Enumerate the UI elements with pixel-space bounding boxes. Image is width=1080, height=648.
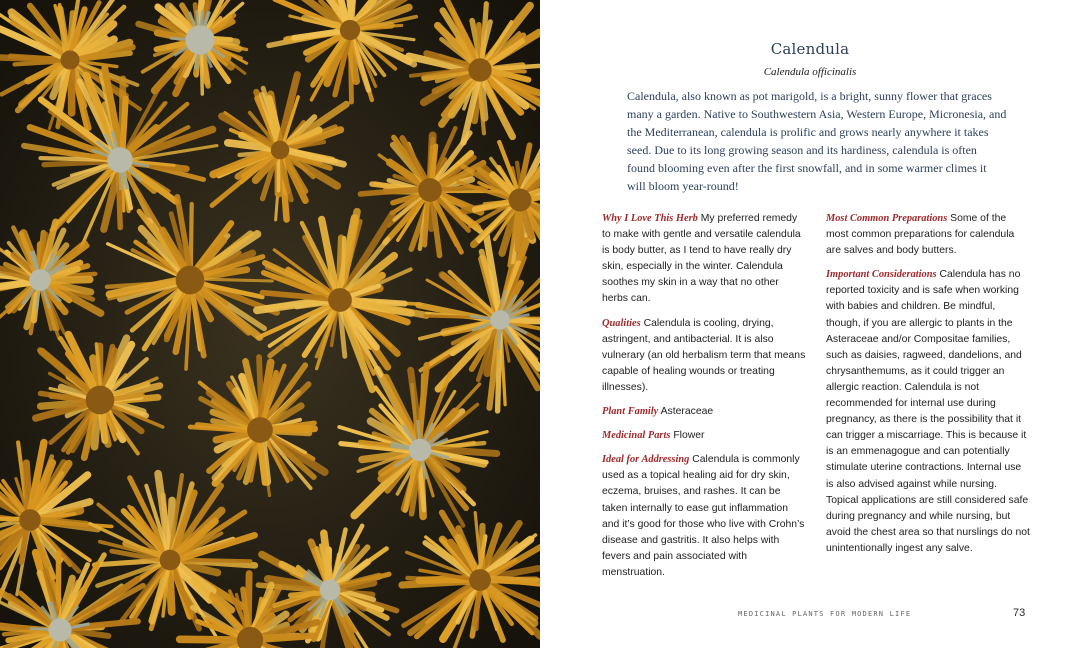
plant-family-section: [602, 404, 807, 420]
flower-center: [86, 386, 115, 415]
page-title: Calendula: [770, 40, 850, 58]
intro-paragraph: Calendula, also known as pot marigold, is a bright, sunny flower that graces many a garden. Native to Southwestern Asia, Western Europe, Micronesia, and the Mediterranean, calendula is prolific and grows nearly anywhere it takes seed. Due to its long growing season and its hardiness, calendula is often found blooming even after the first snowfall, and in some warmer climes it will bloom year-round!: [627, 89, 1007, 193]
flower-center: [185, 25, 214, 54]
petal: [0, 282, 32, 287]
petal: [48, 280, 90, 281]
petal: [476, 588, 478, 629]
section-text: Flower: [673, 430, 705, 442]
flower-head: [212, 75, 346, 220]
flower-center: [340, 20, 360, 40]
petal: [201, 48, 202, 94]
petal: [482, 4, 486, 63]
considerations-section: [826, 267, 1031, 557]
petal: [421, 375, 422, 442]
latin-name: Calendula officinalis: [763, 66, 857, 78]
petal: [95, 560, 162, 565]
flower-center: [247, 417, 273, 443]
petal: [122, 98, 125, 152]
flower-center: [29, 269, 51, 291]
section-heading: Plant Family: [602, 406, 659, 418]
petal: [482, 526, 483, 572]
petal: [169, 568, 171, 612]
petal: [198, 279, 272, 281]
petal: [342, 238, 344, 292]
flower-center: [60, 50, 79, 69]
why-i-love-section: [602, 211, 807, 308]
section-text: Some of the most common preparations for calendula are salves and body butters.: [826, 213, 1015, 257]
section-text: Calendula has no reported toxicity and is safe when working with babies and children. Be mindful, though, if you are allergic to plants in the Asteraceae and/or Compositae families, such as daisies, ragweed, dandelions, and chrysanthemums, as it could trigger an allergic reaction. Calendula is not recommended for internal use during pregnancy, as there is the possibility that it can trigger a miscarriage. This is because it is an emmenagogue and can potentially stimulate uterine contractions. Internal use is also advised against while nursing. Topical applications are still considered safe during pregnancy and while nursing, but avoid the chest area so that nurslings do not unintentionally ingest any salve.: [826, 269, 1030, 554]
flower-center: [468, 58, 491, 81]
petal: [425, 198, 428, 245]
flower-center: [469, 569, 491, 591]
text-page: [540, 0, 1080, 648]
flower-center: [271, 141, 290, 160]
ideal-for-section: [602, 452, 807, 581]
section-heading: Medicinal Parts: [602, 430, 671, 442]
flower-center: [328, 288, 352, 312]
medicinal-parts-section: [602, 428, 807, 444]
flower-head: [409, 0, 540, 142]
flower-center: [19, 509, 41, 531]
flower-head: [402, 513, 540, 648]
flower-center: [107, 147, 132, 172]
preparations-section: [826, 211, 1031, 259]
flower-head: [190, 357, 325, 496]
flower-center: [409, 439, 431, 461]
flower-center: [418, 178, 442, 202]
flower-center: [490, 310, 510, 330]
page-number: 73: [1013, 607, 1026, 619]
flower-head: [339, 365, 497, 526]
section-text: Asteraceae: [660, 406, 714, 418]
running-head: MEDICINAL PLANTS FOR MODERN LIFE: [738, 610, 912, 618]
section-heading: Most Common Preparations: [826, 213, 948, 224]
petal: [0, 57, 62, 59]
flower-head: [139, 0, 247, 94]
petal: [44, 161, 112, 164]
flower-center: [48, 618, 71, 641]
qualities-section: [602, 316, 807, 396]
left-column: [602, 211, 807, 589]
right-column: [826, 211, 1031, 565]
flower-center: [509, 189, 532, 212]
section-heading: Important Considerations: [826, 269, 937, 281]
petal: [178, 560, 250, 562]
petal: [258, 637, 303, 640]
flower-center: [160, 550, 181, 571]
section-text: Calendula is commonly used as a topical healing aid for dry skin, eczema, bruises, and rashes. It can be taken internally to ease gut inflammation and it’s good for those who live with Crohn’s disease and gastritis. It also helps with fevers and pain associated with menstruation.: [602, 454, 805, 578]
section-heading: Ideal for Addressing: [602, 454, 690, 466]
section-text: My preferred remedy to make with gentle and versatile calendula is body butter, as I tend to have really dry skin, especially in the winter. Calendula soothes my skin in a way that no other herbs can.: [602, 213, 801, 305]
section-heading: Qualities: [602, 317, 641, 329]
flower-center: [320, 580, 341, 601]
section-text: Calendula is cooling, drying, astringent, and antibacterial. It is also vulnerary (an old herbalism term that means capable of healing wounds or treating illnesses).: [602, 317, 806, 393]
flower-center: [176, 266, 205, 295]
flower-head: [36, 335, 163, 458]
section-heading: Why I Love This Herb: [602, 213, 698, 224]
petal: [259, 357, 262, 422]
petal: [180, 639, 242, 640]
